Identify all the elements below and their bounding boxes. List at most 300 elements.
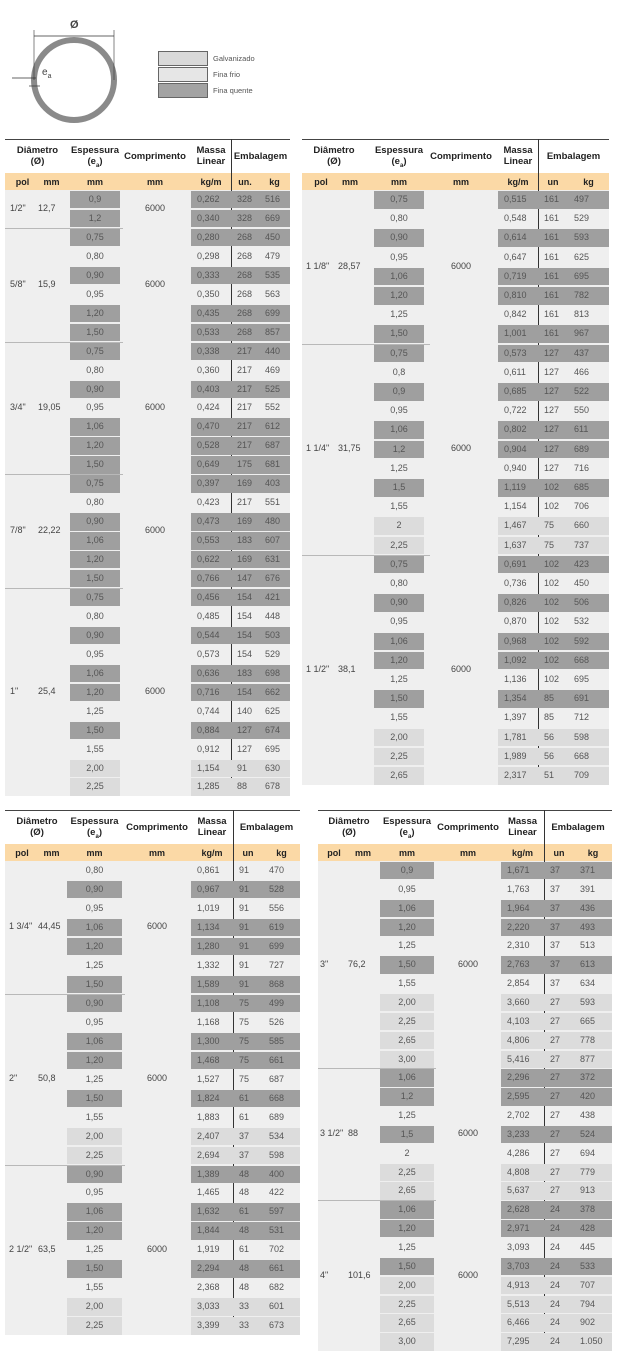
cell-massa: 0,842 [504,309,527,320]
cell-massa: 4,913 [501,1277,544,1294]
cell-espessura: 1,25 [398,940,416,951]
diameter-symbol: Ø [70,19,79,31]
cell-espessura: 0,75 [374,556,424,574]
cell-un: 48 [239,1282,250,1293]
subheader-un: un [242,848,254,858]
cell-espessura: 2,65 [374,767,424,785]
cell-massa: 2,296 [501,1069,544,1086]
cell-massa: 0,647 [504,251,527,262]
cell-espessura: 1,20 [70,684,120,701]
cell-un: 37 [544,900,574,917]
cell-un: 24 [544,1314,574,1331]
cell-espessura: 1,06 [67,1033,122,1050]
cell-massa: 0,691 [498,556,538,574]
table-row [5,1090,300,1108]
cell-massa: 0,473 [191,513,231,530]
cell-kg: 611 [568,421,609,439]
cell-massa: 0,403 [191,381,231,398]
cell-un: 127 [538,441,568,459]
cell-un: 268 [231,324,259,341]
group-pol: 2" [9,1073,18,1084]
cell-espessura: 2,00 [70,760,120,777]
subheader-un: un [547,177,559,187]
cell-kg: 524 [574,1126,612,1143]
table-row [5,957,300,975]
cell-un: 24 [544,1220,574,1237]
cell-espessura: 0,90 [374,594,424,612]
cell-espessura: 2,25 [70,778,120,795]
table-row [318,975,612,993]
group-comprimento: 6000 [450,260,472,271]
table-row [302,210,609,228]
cell-massa: 2,971 [501,1220,544,1237]
cell-massa: 2,628 [501,1201,544,1218]
table-row [5,1033,300,1051]
cell-espessura: 2,00 [67,1298,122,1315]
cell-espessura: 1,50 [67,976,122,993]
cell-kg: 400 [263,1166,300,1183]
table-row [302,537,609,555]
cell-kg: 782 [568,287,609,305]
cell-espessura: 0,95 [398,883,416,894]
cell-un: 61 [239,1244,250,1255]
cell-massa: 0,528 [191,437,231,454]
cell-massa: 1,637 [498,537,538,555]
table-row [302,652,609,670]
cell-un: 183 [231,665,259,682]
group-mm: 88 [348,1128,359,1139]
group-mm: 15,9 [38,278,56,289]
cell-un: 127 [544,405,560,416]
cell-massa: 1,119 [498,479,538,497]
cell-un: 127 [538,383,568,401]
cell-espessura: 1,06 [70,532,120,549]
cell-kg: 372 [574,1069,612,1086]
cell-un: 91 [239,959,250,970]
cell-kg: 695 [568,268,609,286]
cell-espessura: 3,00 [380,1333,434,1350]
cell-un: 37 [550,940,561,951]
cell-kg: 551 [265,497,281,508]
cell-massa: 0,515 [498,191,538,209]
pipe-table-3 [5,810,300,1335]
cell-massa: 3,399 [191,1317,233,1334]
cell-espessura: 1,06 [380,1069,434,1086]
cell-espessura: 0,90 [67,881,122,898]
cell-espessura: 1,25 [390,309,408,320]
cell-espessura: 0,95 [390,616,408,627]
cell-kg: 522 [568,383,609,401]
cell-un: 328 [231,210,259,227]
cell-massa: 0,884 [191,722,231,739]
table-row [302,575,609,593]
cell-massa: 1,280 [191,938,233,955]
table-row [302,249,609,267]
group-comprimento: 6000 [144,686,166,697]
cell-un: 91 [231,760,259,777]
cell-kg: 532 [574,616,590,627]
cell-espessura: 0,95 [86,648,104,659]
table-row [5,1109,300,1127]
group-pol: 1 3/4" [9,921,33,932]
table-row [302,498,609,516]
group-mm: 22,22 [38,525,61,536]
cell-massa: 5,637 [501,1182,544,1199]
table-row [5,437,290,455]
cell-un: 217 [231,437,259,454]
cell-espessura: 0,9 [380,862,434,879]
cell-espessura: 1,2 [70,210,120,227]
header-embalagem: Embalagem [239,822,294,833]
subheader-mm: mm [43,177,60,187]
cell-massa: 4,806 [501,1032,544,1049]
cell-massa: 2,294 [191,1260,233,1277]
cell-kg: 662 [259,684,290,701]
header-espessura: Espessura $(e_a)$ [70,816,119,840]
table-row [5,881,300,899]
group-comprimento: 6000 [457,1128,479,1139]
cell-kg: 673 [263,1317,300,1334]
pipe-table-4 [318,810,612,1351]
group-comprimento: 6000 [146,1243,168,1254]
table-row [5,210,290,228]
cell-kg: 857 [259,324,290,341]
cell-kg: 448 [265,610,281,621]
cell-kg: 685 [568,479,609,497]
cell-un: 268 [231,267,259,284]
cell-un: 27 [544,1182,574,1199]
cell-un: 217 [231,381,259,398]
cell-espessura: 1,50 [374,325,424,343]
cell-kg: 450 [574,578,590,588]
legend [158,50,255,98]
cell-kg: 529 [574,213,590,224]
cell-kg: 479 [265,250,281,261]
cell-kg: 868 [263,976,300,993]
cell-espessura: 0,90 [70,267,120,284]
cell-un: 48 [233,1222,263,1239]
cell-un: 102 [538,479,568,497]
group-pol: 3/4" [10,401,26,412]
table-row [302,709,609,727]
cell-kg: 625 [574,251,590,262]
cell-massa: 1,883 [197,1111,220,1122]
table-row [318,1164,612,1182]
cell-un: 161 [538,191,568,209]
cell-kg: 737 [568,537,609,555]
cell-kg: 597 [263,1203,300,1220]
cell-un: 127 [237,743,253,754]
cell-espessura: 1,25 [85,1073,104,1084]
header-diametro: Diâmetro (Ø) [16,145,59,167]
cell-kg: 499 [263,995,300,1012]
cell-kg: 631 [259,551,290,568]
cell-espessura: 1,20 [374,287,424,305]
table-row [318,1126,612,1144]
cell-espessura: 1,55 [85,1282,104,1293]
cell-un: 61 [239,1111,250,1122]
table-row [5,1071,300,1089]
cell-espessura: 0,80 [86,250,104,261]
table-row [302,268,609,286]
cell-kg: 528 [263,881,300,898]
subheader-kg: kg [276,848,287,858]
cell-kg: 423 [568,556,609,574]
header-massa-linear: Massa Linear [503,145,533,167]
cell-kg: 813 [574,309,590,320]
table-row [5,976,300,994]
group-comprimento: 6000 [457,958,479,969]
header-comprimento: Comprimento [126,822,188,833]
cell-un: 37 [233,1147,263,1164]
cell-kg: 421 [259,589,290,606]
cell-un: 75 [538,517,568,535]
cell-kg: 420 [574,1088,612,1105]
cell-kg: 440 [259,343,290,360]
cell-un: 24 [544,1333,574,1350]
cell-massa: 0,262 [191,191,231,208]
header-massa-linear: Massa Linear [196,145,226,167]
cell-espessura: 1,55 [85,1111,104,1122]
group-pol: 1/2" [10,202,26,213]
table-row [5,1184,300,1202]
cell-un: 24 [544,1277,574,1294]
cell-espessura: 2,25 [380,1296,434,1313]
cell-kg: 660 [568,517,609,535]
subheader-mm: mm [341,177,358,187]
cell-massa: 0,719 [498,268,538,286]
cell-un: 161 [544,251,560,262]
table-row [5,1241,300,1259]
cell-espessura: 1,25 [398,1242,416,1252]
cell-kg: 702 [269,1244,285,1255]
cell-kg: 691 [568,690,609,708]
table-row [5,248,290,266]
cell-un: 217 [231,343,259,360]
subheader-un: un. [238,177,252,187]
cell-espessura: 1,06 [374,633,424,651]
cell-massa: 2,694 [191,1147,233,1164]
cell-espessura: 1,20 [67,1222,122,1239]
cell-massa: 1,632 [191,1203,233,1220]
cell-un: 154 [237,648,253,659]
cell-espessura: 0,9 [70,191,120,208]
cell-kg: 613 [574,956,612,973]
cell-kg: 378 [574,1201,612,1218]
cell-espessura: 1,50 [67,1090,122,1107]
table-row [318,956,612,974]
cell-massa: 2,854 [507,978,530,989]
cell-un: 175 [231,456,259,473]
cell-massa: 0,423 [197,497,220,508]
cell-kg: 794 [574,1296,612,1313]
cell-kg: 694 [580,1147,596,1158]
cell-espessura: 1,06 [374,421,424,439]
cell-espessura: 0,95 [85,1016,104,1027]
cell-kg: 689 [269,1111,285,1122]
cell-un: 161 [544,309,560,320]
cell-un: 75 [233,1033,263,1050]
cell-un: 27 [544,1069,574,1086]
cell-kg: 371 [574,862,612,879]
subheader-kg: kg [583,177,594,187]
cell-kg: 661 [263,1260,300,1277]
cell-espessura: 1,06 [70,665,120,682]
cell-massa: 0,744 [197,705,220,716]
table-subheader [5,173,290,190]
cell-un: 85 [538,690,568,708]
cell-kg: 699 [263,938,300,955]
cell-un: 161 [538,268,568,286]
table-row [5,627,290,645]
cell-massa: 1,467 [498,517,538,535]
cell-espessura: 1,50 [70,456,120,473]
cell-un: 75 [239,1073,250,1084]
cell-espessura: 1,50 [70,722,120,739]
group-mm: 31,75 [338,443,361,454]
table-row [5,1052,300,1070]
table-row [302,633,609,651]
cell-espessura: 0,80 [86,497,104,508]
cell-kg: 531 [263,1222,300,1239]
subheader-comp-mm: mm [148,848,165,858]
cell-kg: 593 [574,994,612,1011]
table-row [318,1220,612,1238]
cell-un: 102 [544,501,560,512]
table-row [302,364,609,382]
cell-kg: 695 [265,743,281,754]
cell-massa: 0,614 [498,229,538,247]
table-row [5,418,290,436]
cell-kg: 598 [568,729,609,747]
pipe-table-1 [5,139,290,796]
cell-un: 91 [233,919,263,936]
cell-kg: 470 [269,865,285,875]
group-mm: 101,6 [348,1269,371,1280]
table-row [5,703,290,721]
cell-kg: 678 [259,778,290,795]
pipe-cross-section-diagram [0,0,300,130]
cell-un: 217 [237,364,253,375]
header-diametro: Diâmetro (Ø) [313,145,355,167]
cell-kg: 687 [259,437,290,454]
subheader-comp-mm: mm [146,177,163,187]
cell-espessura: 1,25 [390,674,408,684]
cell-massa: 2,310 [507,940,530,951]
group-mm: 44,45 [38,921,61,932]
cell-un: 51 [538,767,568,785]
cell-un: 85 [544,712,555,723]
cell-kg: 695 [574,674,590,684]
table-row [5,589,290,607]
cell-un: 37 [233,1128,263,1145]
cell-massa: 0,435 [191,305,231,322]
cell-espessura: 1,55 [390,501,408,512]
cell-un: 91 [233,938,263,955]
cell-un: 56 [538,729,568,747]
cell-un: 102 [544,616,560,627]
cell-espessura: 1,06 [380,1201,434,1218]
table-row [318,900,612,918]
table-row [302,191,609,209]
cell-massa: 4,286 [507,1147,530,1158]
table-row [5,1203,300,1221]
table-row [302,383,609,401]
cell-massa: 0,870 [504,616,527,627]
group-mm: 50,8 [38,1073,56,1084]
cell-massa: 0,333 [191,267,231,284]
cell-kg: 913 [574,1182,612,1199]
cell-un: 161 [538,287,568,305]
table-row [5,399,290,417]
cell-espessura: 1,06 [67,1203,122,1220]
table-row [302,479,609,497]
cell-massa: 1,468 [191,1052,233,1069]
subheader-comp-mm: mm [452,177,469,187]
cell-un: 37 [550,883,561,894]
table-row [5,938,300,956]
cell-espessura: 1,50 [380,956,434,973]
cell-massa: 1,465 [197,1187,220,1198]
table-row [318,1277,612,1295]
cell-un: 56 [538,748,568,766]
cell-kg: 438 [580,1110,596,1121]
cell-massa: 0,826 [498,594,538,612]
table-row [5,551,290,569]
table-row [5,1147,300,1165]
group-pol: 5/8" [10,278,26,289]
subheader-kgm: kg/m [200,177,222,187]
header-diametro: Diâmetro (Ø) [16,816,58,838]
cell-kg: 534 [263,1128,300,1145]
group-pol: 4" [320,1269,329,1280]
subheader-esp-mm: mm [390,177,407,187]
cell-massa: 1,154 [191,760,231,777]
cell-espessura: 1,06 [70,418,120,435]
cell-massa: 0,968 [498,633,538,651]
table-row [5,646,290,664]
table-row [5,1279,300,1297]
cell-kg: 513 [580,940,596,951]
table-row [318,1069,612,1087]
cell-espessura: 1,06 [67,919,122,936]
cell-massa: 1,108 [191,995,233,1012]
cell-un: 161 [544,213,560,224]
cell-kg: 503 [259,627,290,644]
cell-kg: 668 [568,652,609,670]
table-row [318,1032,612,1050]
cell-massa: 0,611 [504,366,526,377]
cell-espessura: 0,75 [374,345,424,363]
table-header [5,810,300,845]
cell-espessura: 2,65 [380,1182,434,1199]
table-row [5,760,290,778]
cell-kg: 661 [263,1052,300,1069]
cell-espessura: 0,75 [70,589,120,606]
table-row [318,1013,612,1031]
cell-espessura: 2,25 [67,1147,122,1164]
table-row [5,665,290,683]
cell-massa: 1,919 [197,1244,220,1255]
cell-espessura: 0,90 [67,1166,122,1183]
group-comprimento: 6000 [450,443,472,454]
table-row [5,343,290,361]
subheader-pol: pol [15,177,30,187]
table-row [318,1201,612,1219]
table-row [318,1051,612,1069]
table-row [5,267,290,285]
table-row [318,1107,612,1125]
